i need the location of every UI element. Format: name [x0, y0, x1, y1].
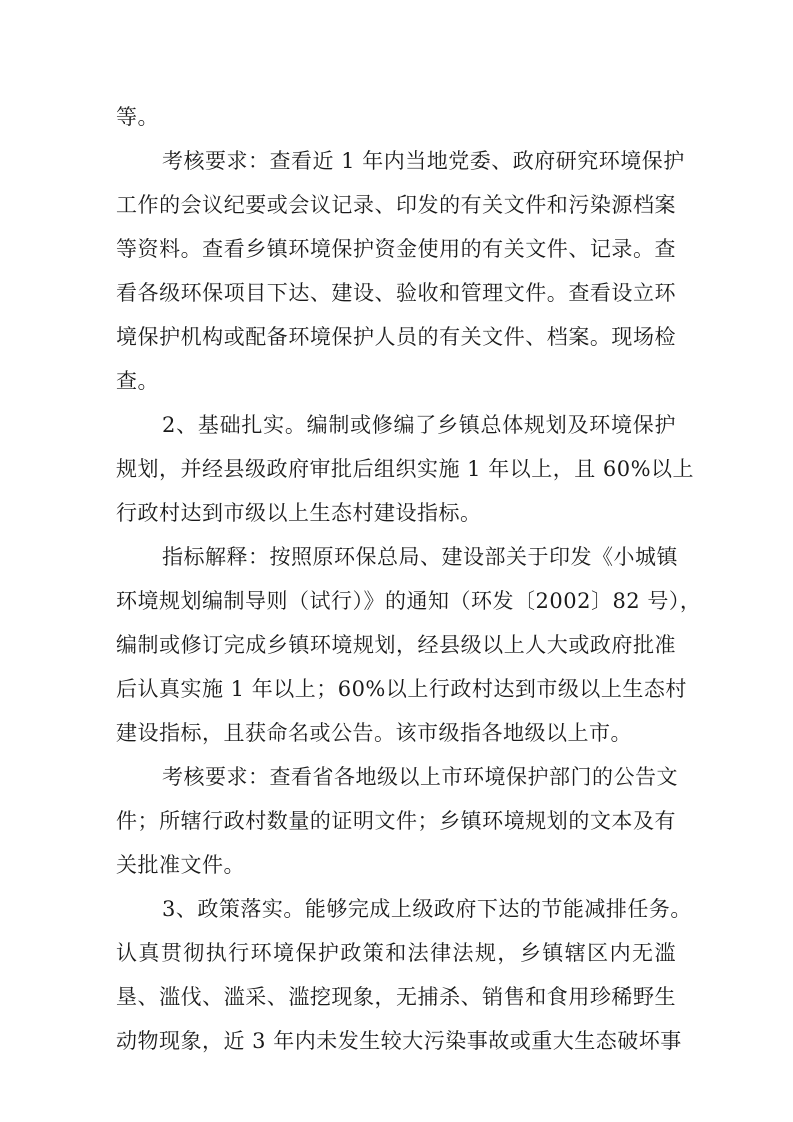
text-line: 编制或修订完成乡镇环境规划，经县级以上人大或政府批准: [116, 633, 676, 657]
text-line: 查。: [116, 369, 159, 393]
text-line: 考核要求：查看近 1 年内当地党委、政府研究环境保护: [162, 149, 685, 173]
text-line: 认真贯彻执行环境保护政策和法律法规，乡镇辖区内无滥: [116, 941, 676, 965]
text-line: 3、政策落实。能够完成上级政府下达的节能减排任务。: [162, 897, 692, 921]
text-line: 指标解释：按照原环保总局、建设部关于印发《小城镇: [162, 545, 678, 569]
text-line: 建设指标，且获命名或公告。该市级指各地级以上市。: [116, 721, 632, 745]
text-line: 工作的会议纪要或会议记录、印发的有关文件和污染源档案: [116, 193, 676, 217]
text-line: 考核要求：查看省各地级以上市环境保护部门的公告文: [162, 765, 678, 789]
text-line: 关批准文件。: [116, 853, 245, 877]
text-line: 动物现象，近 3 年内未发生较大污染事故或重大生态破坏事: [116, 1029, 682, 1053]
text-line: 2、基础扎实。编制或修编了乡镇总体规划及环境保护: [162, 413, 676, 437]
text-line: 规划，并经县级政府审批后组织实施 1 年以上，且 60%以上: [116, 457, 695, 481]
text-line: 垦、滥伐、滥采、滥挖现象，无捕杀、销售和食用珍稀野生: [116, 985, 676, 1009]
text-line: 环境规划编制导则（试行）》的通知（环发〔2002〕82 号），: [116, 589, 702, 613]
text-line: 后认真实施 1 年以上；60%以上行政村达到市级以上生态村: [116, 677, 687, 701]
text-line: 件；所辖行政村数量的证明文件；乡镇环境规划的文本及有: [116, 809, 676, 833]
text-line: 等资料。查看乡镇环境保护资金使用的有关文件、记录。查: [116, 237, 676, 261]
text-line: 境保护机构或配备环境保护人员的有关文件、档案。现场检: [116, 325, 676, 349]
text-line: 行政村达到市级以上生态村建设指标。: [116, 501, 482, 525]
text-line: 看各级环保项目下达、建设、验收和管理文件。查看设立环: [116, 281, 676, 305]
text-line: 等。: [116, 105, 159, 129]
